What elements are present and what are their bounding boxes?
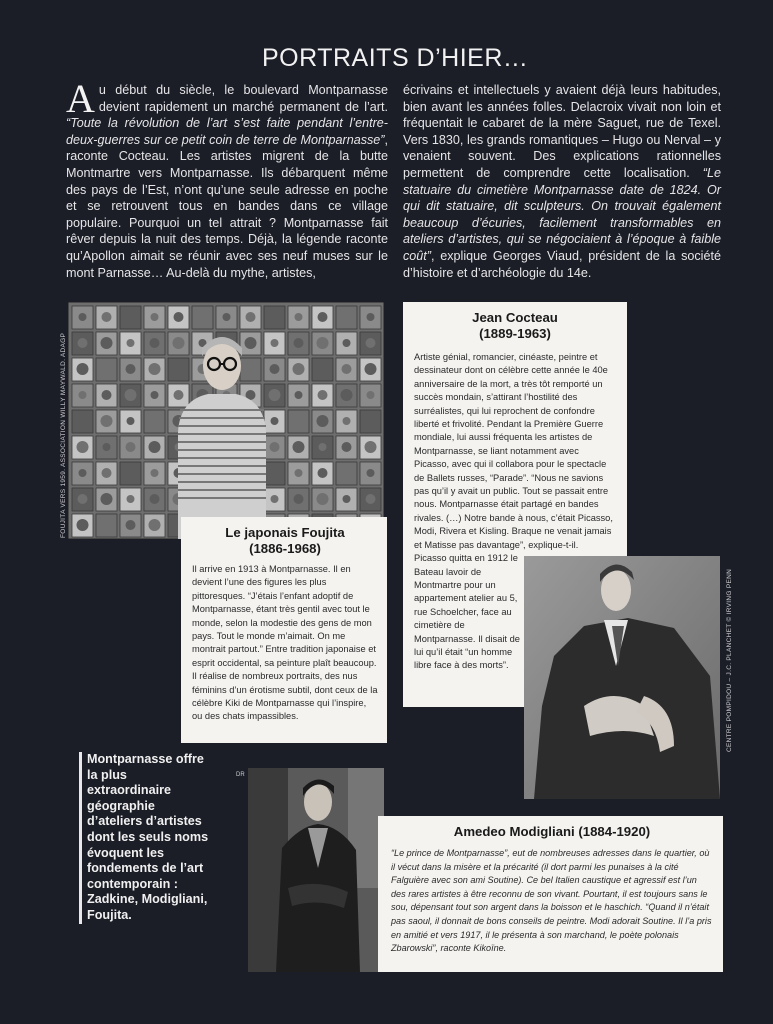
intro-text: , raconte Cocteau. Les artistes migrent de la butte Montmartre vers Montparnasse. Ils débarquent même des pays de l’Est, n’ont qu’une seule adresse en poche et se retrouvent tous en bandes dans ce village populaire. Pourquoi un tel attrait ? Montparnasse fait rêver depuis la nuit des temps. Déjà, la légende raconte qu’Apollon aimait se réunir avec ses neuf muses sur le mont Parnasse… Au-delà du mythe, artistes, xyxy=(66,132,388,280)
cocteau-heading-name: Jean Cocteau xyxy=(472,310,558,325)
page-title: PORTRAITS D’HIER… xyxy=(262,44,529,72)
cocteau-photo-credit: CENTRE POMPIDOU – J.C. PLANCHET © IRVING PENN xyxy=(726,568,733,752)
intro-quote: “Le statuaire du cimetière Montparnasse date de 1824. Or qui dit statuaire, dit sculpteurs. On trouvait également beaucoup d’écuries, facilement transformables en ateliers d’artistes, qui se négociaient à l’époque à faible coût” xyxy=(403,165,721,263)
intro-column-right xyxy=(403,82,721,281)
intro-paragraph-right xyxy=(403,82,721,281)
cocteau-text: Artiste génial, romancier, cinéaste, peintre et dessinateur dont on célèbre cette année le 40e anniversaire de la mort, a très tôt remporté un succès mondain, s’attirant l’hostilité des surréalistes, qui lui reprochent de confondre liberté et frivolité. Pendant la Première Guerre mondiale, lui aussi fréquenta les artistes de Montparnasse, se liant notamment avec Picasso, avec qui il collabora pour le spectacle de Ballets russes, “Parade”. “Nous ne savions pas qu’il y avait un public. Tout se passait entre nous. Montparnasse était partagé en bandes rivales. (…) Notre bande à nous, c’était Picasso, Modi, Rivera et Kisling. Braque ne venait jamais et Matisse pas davantage”, explique-t-il. xyxy=(414,352,613,550)
foujita-sidebar xyxy=(181,517,387,743)
cocteau-photo xyxy=(524,556,720,799)
foujita-heading-name: Le japonais Foujita xyxy=(225,525,345,540)
intro-text: u début du siècle, le boulevard Montparnasse devient rapidement un marché permanent de l’art. xyxy=(98,83,388,114)
foujita-heading-dates: (1886-1968) xyxy=(249,541,321,556)
modigliani-heading: Amedeo Modigliani (1884-1920) xyxy=(453,824,651,839)
foujita-photo-credit: FOUJITA VERS 1959. ASSOCIATION WILLY MAYWALD. ADAGP xyxy=(60,332,67,538)
cocteau-heading xyxy=(414,310,616,342)
modigliani-sidebar xyxy=(378,816,723,972)
intro-quote: “Toute la révolution de l’art s’est faite pendant l’entre-deux-guerres sur ce petit coin de terre de Montparnasse” xyxy=(66,116,388,147)
modigliani-photo xyxy=(248,768,384,972)
foujita-text: Il arrive en 1913 à Montparnasse. Il en devient l’une des figures les plus pittoresques. “J’étais l’enfant adoptif de Montparnasse, étant très gentil avec tout le monde, selon la modestie des gens de mon pays. Tout le monde m’aimait. On me montrait partout.” Entre tradition japonaise et esprit occidental, sa peinture plaît beaucoup. Il réalise de nombreux portraits, des nus féminins d’un érotisme subtil, dont ceux de la célèbre Kiki de Montparnasse qui l’inspire, ou des chats impassibles. xyxy=(192,564,378,722)
foujita-heading xyxy=(192,525,378,557)
intro-paragraph-left xyxy=(66,76,388,281)
cocteau-heading-dates: (1889-1963) xyxy=(479,326,551,341)
intro-text: écrivains et intellectuels y avaient déjà leurs habitudes, bien avant les années folles. Delacroix vivait non loin et fréquentait le cabaret de la mère Saguet, rue de Texel. Vers 1830, les grands romantiques – Hugo ou Nerval – y venaient souvent. Des explications rationnelles permettent de comprendre cette localisation. xyxy=(403,83,721,180)
drop-cap: A xyxy=(66,76,95,121)
intro-text: , explique Georges Viaud, président de la société d’histoire et d’archéologie du 14e. xyxy=(403,248,721,280)
pull-quote: Montparnasse offre la plus extraordinaire géographie d’ateliers d’artistes dont les seuls noms évoquent les fondements de l’art contemporain : Zadkine, Modigliani, Foujita. xyxy=(79,752,209,924)
modigliani-text: “Le prince de Montparnasse”, eut de nombreuses adresses dans le quartier, où il vécut dans la misère et la précarité (il dort parmi les punaises à la cité Falguière avec son ami Soutine). Ce bel Italien caustique et agressif est l’un des rares artistes à être reconnu de son vivant. Pourtant, il est toujours sans le sou, dépensant tout son argent dans la boisson et le haschich. “Quand il n’était pas saoul, il donnait de bons conseils de peintre. Modi adorait Soutine. Il l’a pris en amitié et vers 1917, il le présenta à son marchand, le poète polonais Zbarowski”, raconte Kikoïne. xyxy=(391,848,712,954)
intro-column-left xyxy=(66,76,388,281)
modigliani-photo-credit: DR xyxy=(236,772,245,778)
foujita-photo xyxy=(68,302,384,539)
cocteau-text-narrow: Picasso quitta en 1912 le Bateau lavoir de Montmartre pour un appartement atelier au 5, rue Schoelcher, face au cimetière de Montparnasse. Il disait de lui qu’il était “un homme libre face à des morts”. xyxy=(414,553,520,671)
